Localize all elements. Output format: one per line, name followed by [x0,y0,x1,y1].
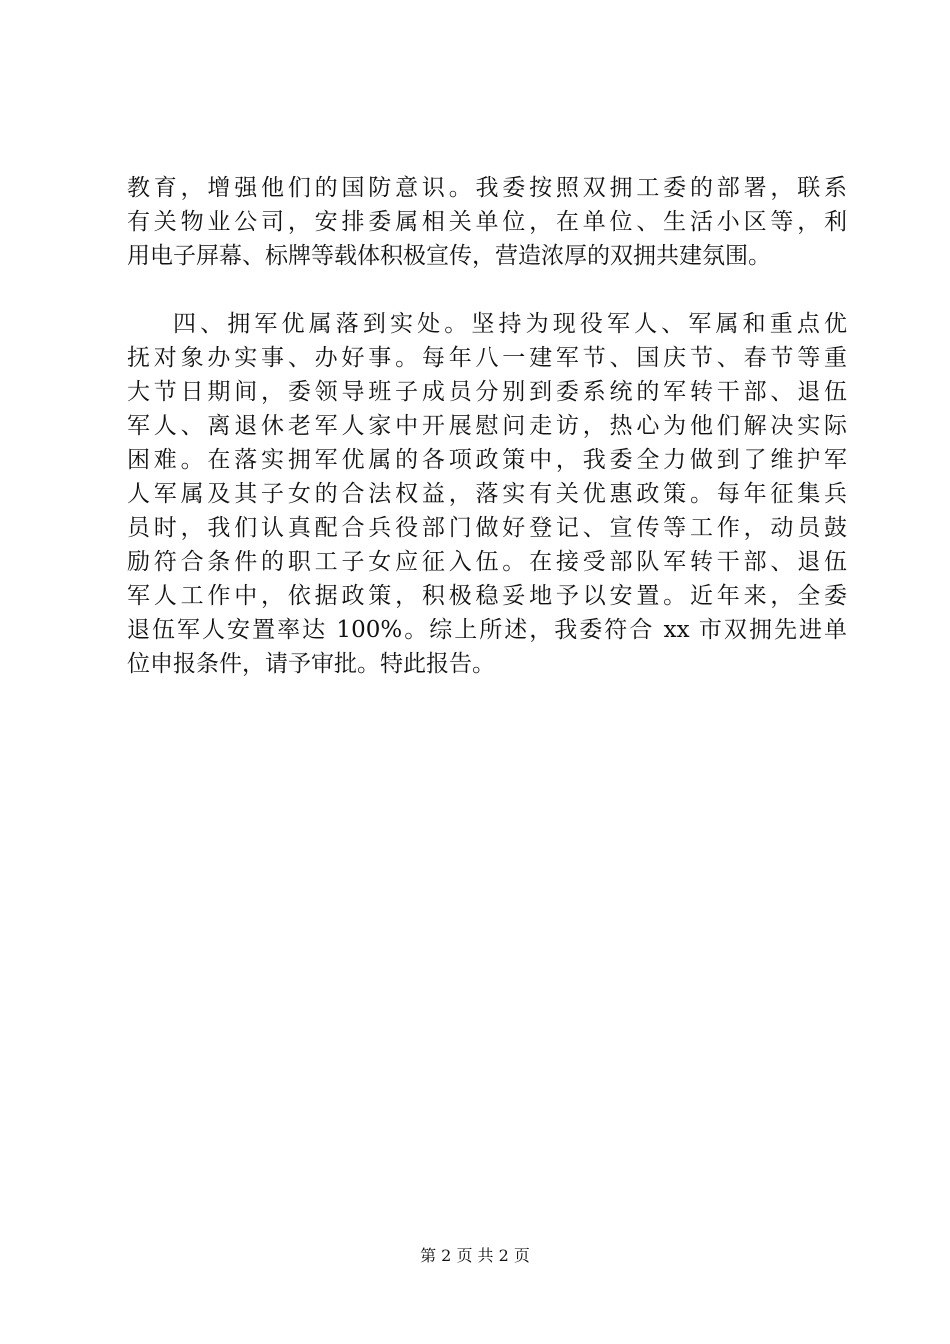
text-line: 军人工作中，依据政策，积极稳妥地予以安置。近年来，全委 [127,583,847,609]
text-line: 四、拥军优属落到实处。坚持为现役军人、军属和重点优 [173,311,847,337]
text-line: 教育，增强他们的国防意识。我委按照双拥工委的部署，联系 [127,175,847,201]
page-footer: 第 2 页 共 2 页 [420,1246,530,1265]
paragraph-section-four [127,307,847,681]
text-line: 位申报条件，请予审批。特此报告。 [127,651,495,677]
text-line: 军人、离退休老军人家中开展慰问走访，热心为他们解决实际 [127,413,847,439]
text-line: 人军属及其子女的合法权益，落实有关优惠政策。每年征集兵 [127,481,847,507]
paragraph-continued [127,171,847,273]
text-line: 用电子屏幕、标牌等载体积极宣传，营造浓厚的双拥共建氛围。 [127,243,771,269]
text-line: 困难。在落实拥军优属的各项政策中，我委全力做到了维护军 [127,447,847,473]
text-line: 励符合条件的职工子女应征入伍。在接受部队军转干部、退伍 [127,549,847,575]
text-line: 抚对象办实事、办好事。每年八一建军节、国庆节、春节等重 [127,345,847,371]
text-line: 退伍军人安置率达 100%。综上所述，我委符合 xx 市双拥先进单 [127,617,847,643]
text-line: 大节日期间，委领导班子成员分别到委系统的军转干部、退伍 [127,379,847,405]
text-line: 员时，我们认真配合兵役部门做好登记、宣传等工作，动员鼓 [127,515,847,541]
document-body [127,171,847,715]
text-line: 有关物业公司，安排委属相关单位，在单位、生活小区等，利 [127,209,847,235]
